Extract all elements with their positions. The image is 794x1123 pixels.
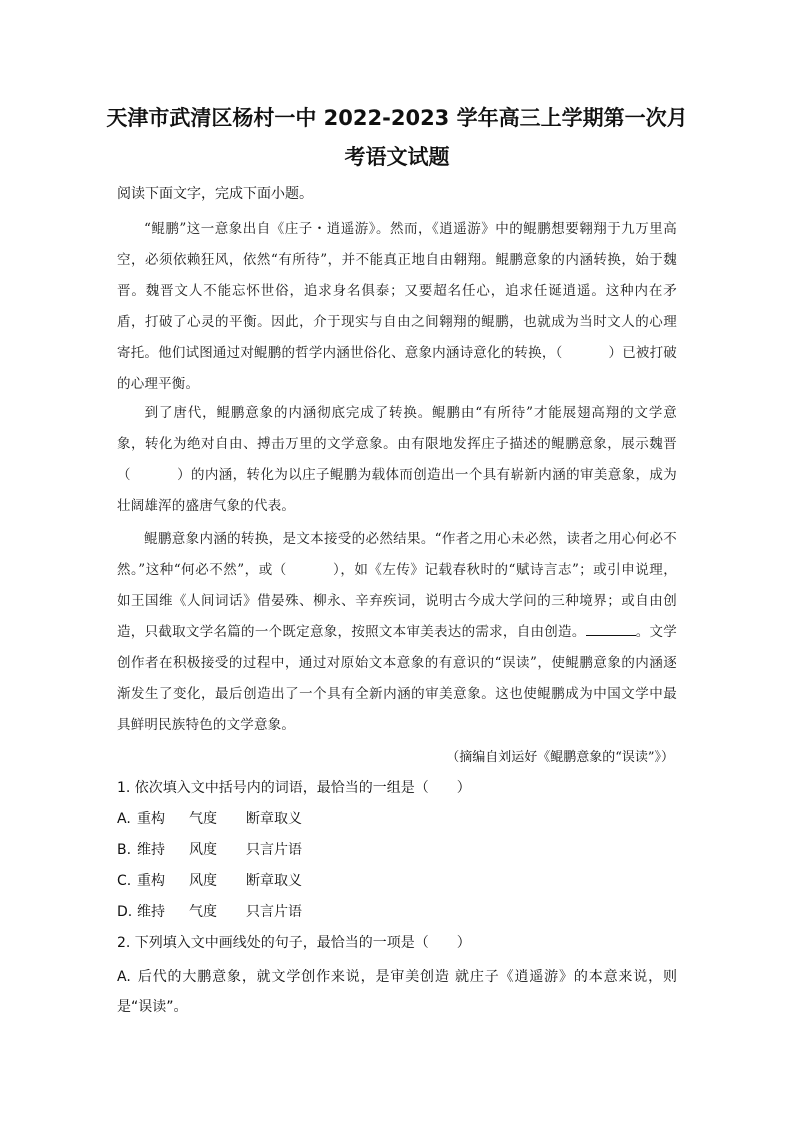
option-word-3: 断章取义 xyxy=(246,811,302,827)
passage-p3-text-a: 鲲鹏意象内涵的转换，是文本接受的必然结果。“作者之用心未必然，读者之用心何必不然。”这种“何必不然”，或（ xyxy=(117,531,677,578)
passage-paragraph-3 xyxy=(117,524,677,741)
option-word-3: 只言片语 xyxy=(246,842,302,858)
option-word-3: 只言片语 xyxy=(246,904,302,920)
option-letter: B. xyxy=(117,842,132,858)
option-word-2: 气度 xyxy=(189,904,217,920)
passage-p1-text-b: ）已被打破的心理平衡。 xyxy=(117,345,678,392)
question-2-option-a xyxy=(117,962,677,1022)
option-word-2: 气度 xyxy=(189,811,217,827)
passage-p3-text-b: ），如《左传》记载春秋时的“赋诗言志”；或引申说理，如王国维《人间词话》借晏殊、柳永、辛弃疾词，说明古今成大学问的三种境界；或自由创造，只截取文学名篇的一个既定意象，按照文本审美表达的需求，自由创造。 xyxy=(117,562,677,640)
underlined-blank xyxy=(586,621,636,636)
reading-instruction: 阅读下面文字，完成下面小题。 xyxy=(117,186,313,202)
option-word-1: 重构 xyxy=(137,811,165,827)
passage-paragraph-2 xyxy=(117,398,677,522)
passage-p2-text-a: 到了唐代，鲲鹏意象的内涵彻底完成了转换。鲲鹏由“有所待”才能展翅高翔的文学意象，转化为绝对自由、搏击万里的文学意象。由有限地发挥庄子描述的鲲鹏意象，展示魏晋（ xyxy=(117,405,677,483)
question-1-option-b xyxy=(117,840,302,860)
question-1-option-d xyxy=(117,902,302,922)
exam-title-line-1: 天津市武清区杨村一中 2022-2023 学年高三上学期第一次月 xyxy=(106,106,688,130)
passage-p1-text-a: “鲲鹏”这一意象出自《庄子・逍遥游》。然而，《逍遥游》中的鲲鹏想要翱翔于九万里高空，必须依赖狂风，依然“有所待”，并不能真正地自由翱翔。鲲鹏意象的内涵转换，始于魏晋。魏晋文人不能忘怀世俗，追求身名俱泰；又要超名任心，追求任诞逍遥。这种内在矛盾，打破了心灵的平衡。因此，介于现实与自由之间翱翔的鲲鹏，也就成为当时文人的心理寄托。他们试图通过对鲲鹏的哲学内涵世俗化、意象内涵诗意化的转换，（ xyxy=(117,221,677,361)
passage-p3-text-c: 。文学创作者在积极接受的过程中，通过对原始文本意象的有意识的“误读”，使鲲鹏意象的内涵逐渐发生了变化，最后创造出了一个具有全新内涵的审美意象。这也使鲲鹏成为中国文学中最具鲜明民族特色的文学意象。 xyxy=(117,624,677,733)
exam-title-line-2: 考语文试题 xyxy=(344,145,450,169)
question-1-option-c xyxy=(117,871,302,891)
option-word-2: 风度 xyxy=(189,842,217,858)
option-letter: A. xyxy=(117,969,131,985)
option-word-3: 断章取义 xyxy=(246,873,302,889)
option-word-2: 风度 xyxy=(189,873,217,889)
option-letter: D. xyxy=(117,904,133,920)
option-word-1: 维持 xyxy=(137,842,165,858)
option-letter: A. xyxy=(117,811,131,827)
passage-paragraph-1 xyxy=(117,214,677,400)
passage-p2-text-b: ）的内涵，转化为以庄子鲲鹏为载体而创造出一个具有崭新内涵的审美意象，成为壮阔雄浑的盛唐气象的代表。 xyxy=(117,467,678,514)
option-letter: C. xyxy=(117,873,132,889)
option-word-1: 维持 xyxy=(137,904,165,920)
passage-source: （摘编自刘运好《鲲鹏意象的“误读”》） xyxy=(446,750,674,765)
question-1-stem: 1. 依次填入文中括号内的词语，最恰当的一组是（ ） xyxy=(117,780,471,796)
question-2-stem: 2. 下列填入文中画线处的句子，最恰当的一项是（ ） xyxy=(117,935,471,951)
question-1-option-a xyxy=(117,809,302,829)
option-text: 后代的大鹏意象，就文学创作来说，是审美创造 就庄子《逍遥游》的本意来说，则是“误读”。 xyxy=(117,969,677,1015)
option-word-1: 重构 xyxy=(137,873,165,889)
